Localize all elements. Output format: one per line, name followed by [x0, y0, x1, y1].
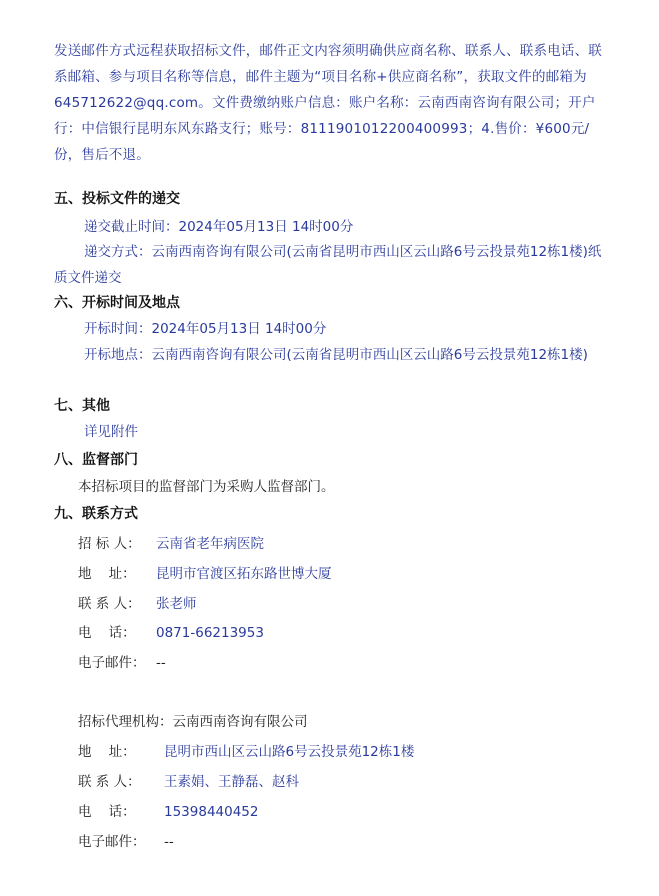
opening-time: 开标时间：2024年05月13日 14时00分 — [84, 321, 327, 337]
section-8-heading: 八、监督部门 — [54, 452, 138, 468]
purchaser-email: -- — [156, 655, 166, 671]
purchaser-name-row — [78, 534, 264, 554]
purchaser-phone-label: 电 话： — [78, 625, 136, 641]
purchaser-email-row — [78, 653, 166, 673]
purchaser-address-row — [78, 564, 332, 584]
agency-contact-label: 联 系 人： — [78, 774, 141, 790]
agency-email-label: 电子邮件： — [78, 834, 146, 850]
other-content: 详见附件 — [84, 424, 138, 440]
agency-contact: 王素娟、王静磊、赵科 — [164, 774, 299, 790]
purchaser-address-label: 地 址： — [78, 566, 136, 582]
section-6-heading: 六、开标时间及地点 — [54, 295, 180, 311]
submission-method: 递交方式：云南西南咨询有限公司(云南省昆明市西山区云山路6号云投景苑12栋1楼)纸质文件递交 — [54, 244, 602, 286]
agency-contact-row — [78, 772, 299, 792]
agency-name: 云南西南咨询有限公司 — [172, 714, 308, 730]
purchaser-email-label: 电子邮件： — [78, 655, 146, 671]
purchaser-address: 昆明市官渡区拓东路世博大厦 — [156, 566, 332, 582]
agency-phone-row — [78, 802, 258, 822]
agency-phone-label: 电 话： — [78, 804, 136, 820]
file-acquisition-paragraph: 发送邮件方式远程获取招标文件，邮件正文内容须明确供应商名称、联系人、联系电话、联系邮箱、参与项目名称等信息，邮件主题为“项目名称+供应商名称”，获取文件的邮箱为645712622@qq.com。文件费缴纳账户信息：账户名称：云南西南咨询有限公司；开户行：中信银行昆明东风东路支行；账号：8111901012200400993；4.售价：¥600元/份，售后不退。 — [54, 43, 602, 163]
agency-address: 昆明市西山区云山路6号云投景苑12栋1楼 — [164, 744, 415, 760]
purchaser-phone-row — [78, 623, 264, 643]
agency-address-label: 地 址： — [78, 744, 136, 760]
purchaser-name-label: 招 标 人： — [78, 536, 141, 552]
supervision-content: 本招标项目的监督部门为采购人监督部门。 — [78, 479, 335, 495]
agency-email-row — [78, 832, 174, 852]
agency-email: -- — [164, 834, 174, 850]
section-5-heading: 五、投标文件的递交 — [54, 191, 180, 207]
purchaser-contact-row — [78, 594, 197, 614]
agency-address-row — [78, 742, 414, 762]
section-9-heading: 九、联系方式 — [54, 506, 138, 522]
purchaser-name: 云南省老年病医院 — [156, 536, 264, 552]
agency-name-row — [78, 712, 308, 732]
agency-phone: 15398440452 — [164, 804, 259, 820]
section-7-heading: 七、其他 — [54, 398, 110, 414]
purchaser-phone: 0871-66213953 — [156, 625, 264, 641]
agency-name-label: 招标代理机构： — [78, 714, 173, 730]
opening-place: 开标地点：云南西南咨询有限公司(云南省昆明市西山区云山路6号云投景苑12栋1楼) — [84, 347, 588, 363]
submission-deadline: 递交截止时间：2024年05月13日 14时00分 — [84, 219, 354, 235]
purchaser-contact: 张老师 — [156, 596, 197, 612]
purchaser-contact-label: 联 系 人： — [78, 596, 141, 612]
